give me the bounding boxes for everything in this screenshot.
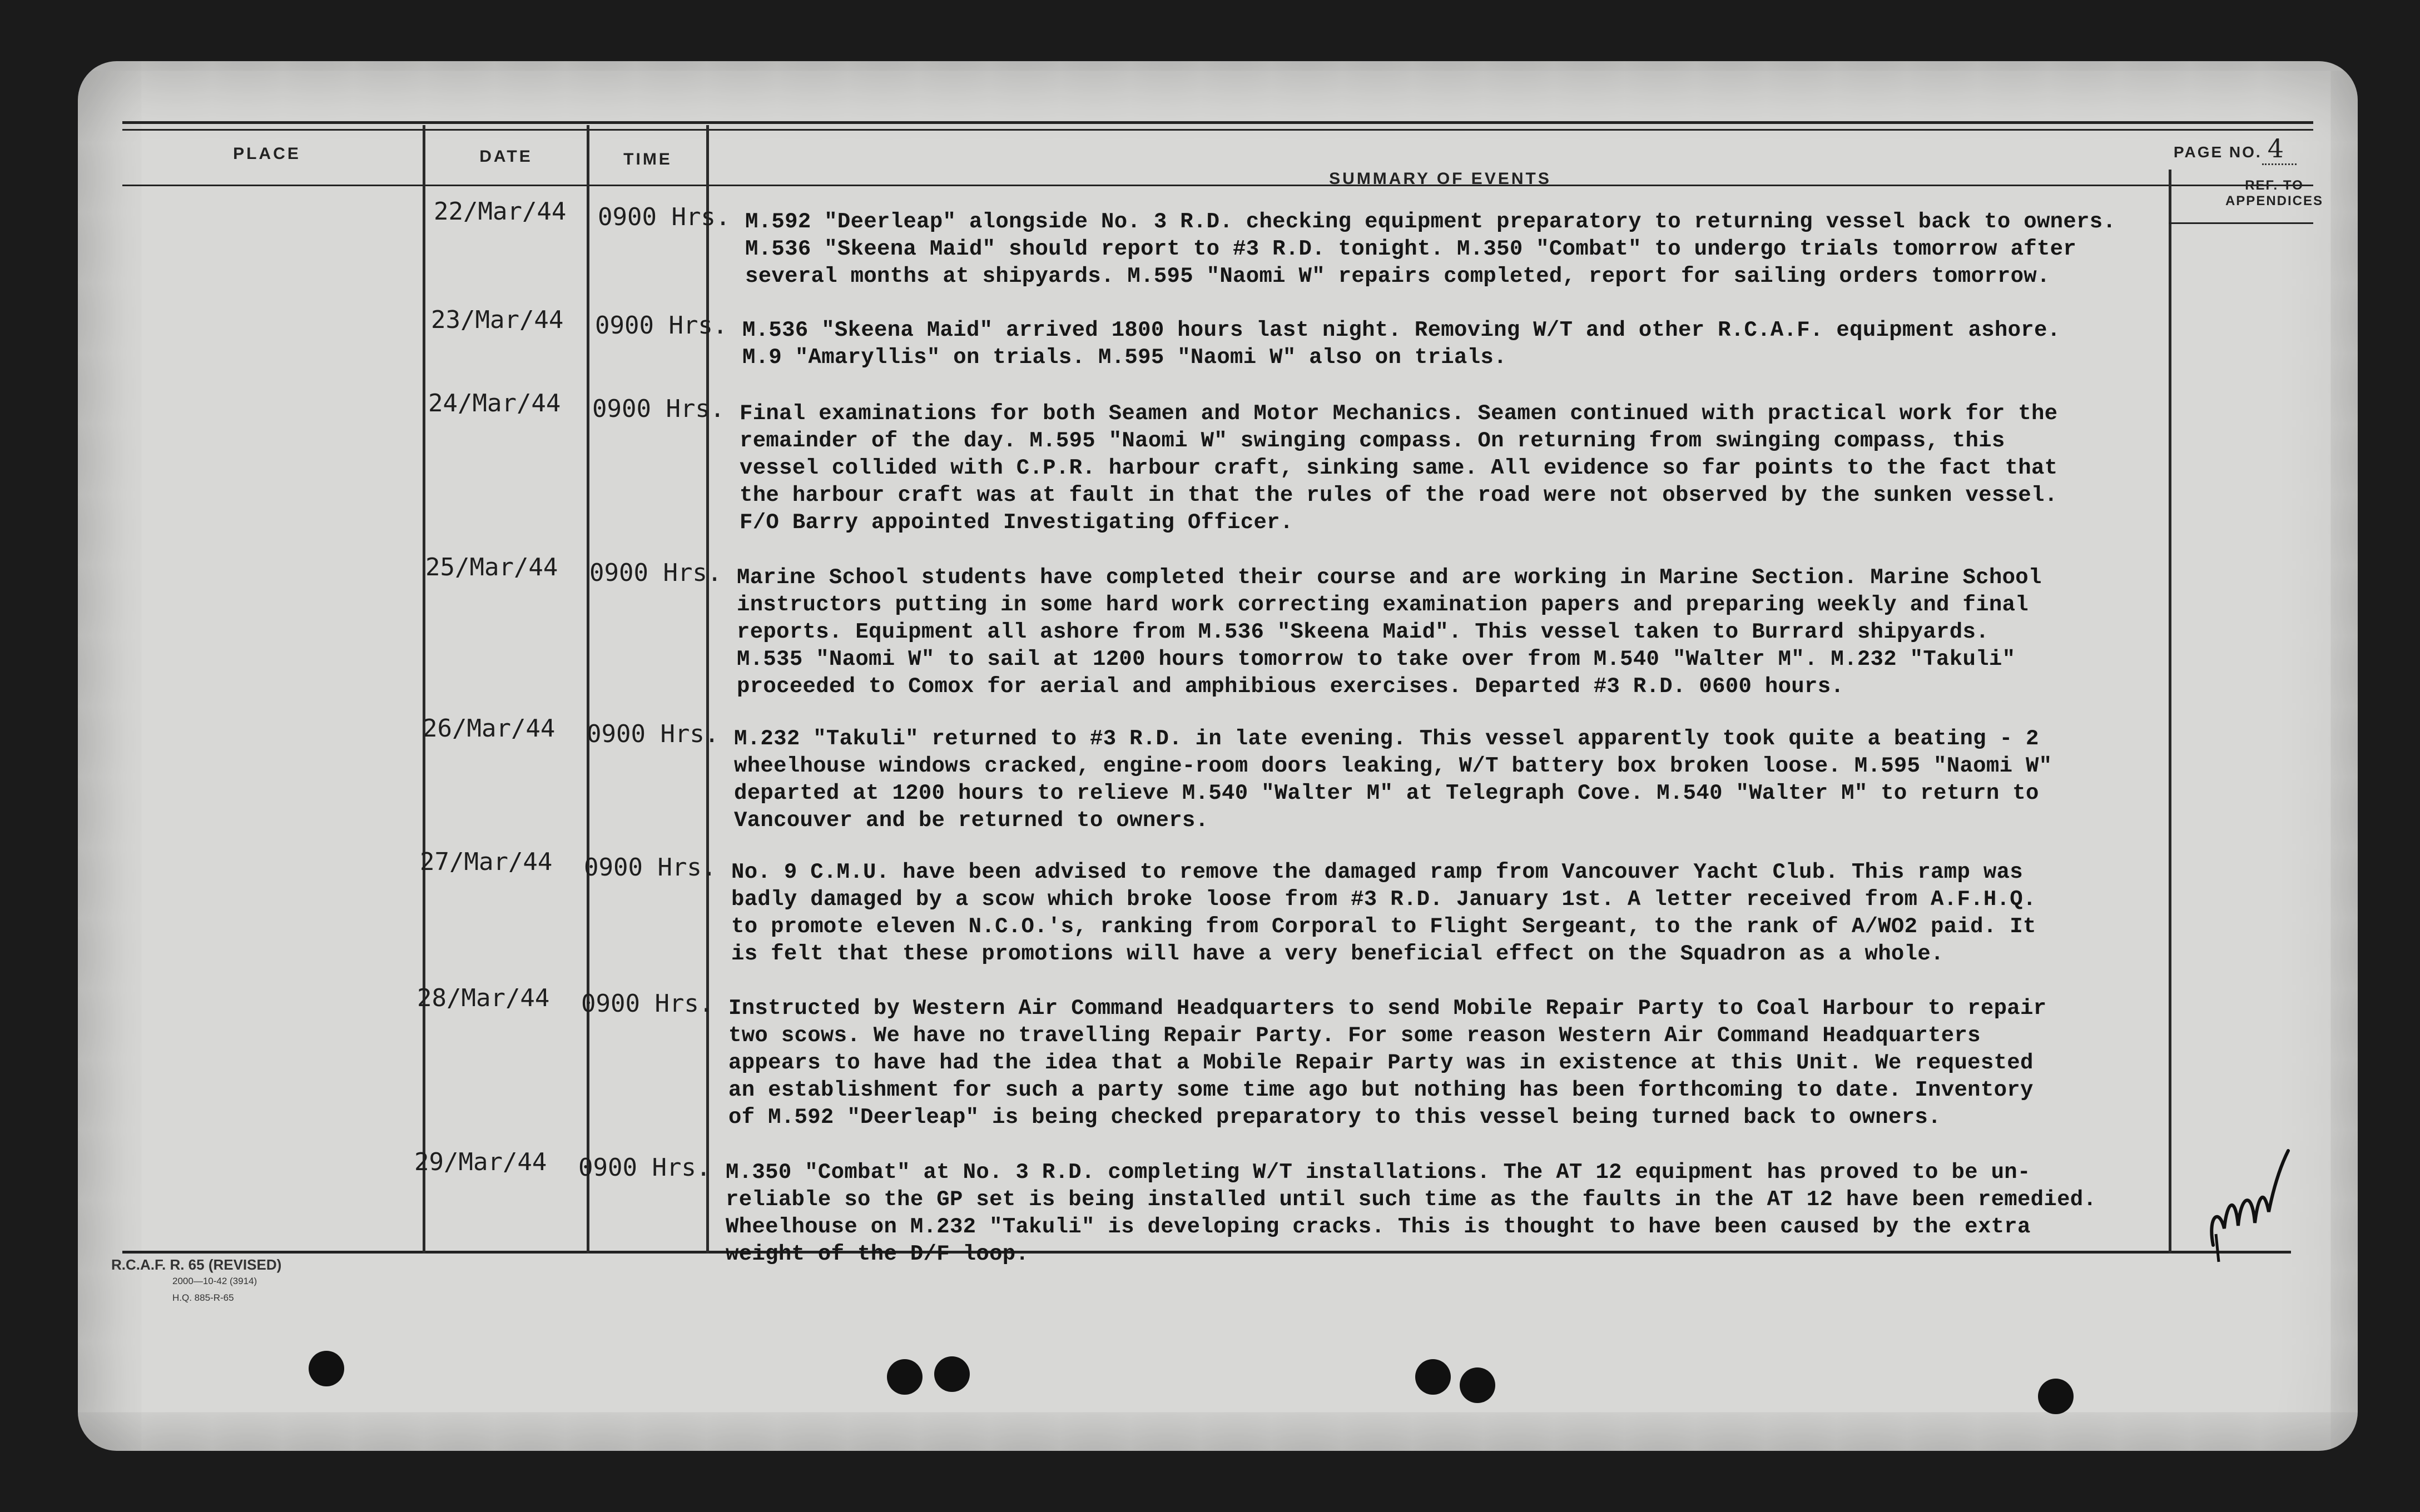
top-rule-2 [122, 129, 2313, 131]
entry-summary: Instructed by Western Air Command Headquarters to send Mobile Repair Party to Coal Harbour to repair two scows. We have no travelling Repair Party. For some reason Western Air Command Headquarters appears to have had the idea that a Mobile Repair Party was in existence at this Unit. We requested an establishment for such a party some time ago but nothing has been forthcoming to date. Inventory of M.592 "Deerleap" is being checked preparatory to this vessel being turned back to owners. [728, 996, 2047, 1130]
page-number-value: 4 [2262, 133, 2297, 165]
entry-time: 0900 Hrs. [598, 203, 731, 231]
entry-date: 25/Mar/44 [425, 553, 558, 581]
punch-hole [309, 1351, 344, 1386]
diary-form-card [78, 61, 2358, 1451]
top-rule [122, 121, 2313, 124]
summary-header: SUMMARY OF EVENTS [1329, 170, 1551, 188]
ref-header-rule [2169, 222, 2313, 224]
entry-date: 28/Mar/44 [417, 984, 550, 1012]
place-date-divider [423, 125, 425, 1254]
entry-date: 29/Mar/44 [414, 1148, 547, 1176]
entry-time: 0900 Hrs. [581, 989, 714, 1018]
time-summary-divider [706, 125, 709, 1254]
handwritten-initials [2202, 1134, 2297, 1267]
entry-time: 0900 Hrs. [584, 853, 717, 882]
punch-hole [887, 1359, 923, 1395]
ref-appendices-header: REF. TO APPENDICES [2225, 178, 2324, 208]
punch-hole [2038, 1379, 2074, 1414]
form-code-line-1: 2000—10-42 (3914) [172, 1276, 257, 1286]
date-time-divider [587, 125, 589, 1254]
entry-summary: Final examinations for both Seamen and Motor Mechanics. Seamen continued with practical work for the remainder of the day. M.595 "Naomi W" swinging compass. On returning from swinging compass, this vessel collided with C.P.R. harbour craft, sinking same. All evidence so far points to the fact that the harbour craft was at fault in that the rules of the road were not observed by the sunken vessel. F/O Barry appointed Investigating Officer. [740, 401, 2058, 535]
entry-summary: Marine School students have completed their course and are working in Marine Section. Marine School instructors putting in some hard work correcting examination papers and preparing weekly and final reports. Equipment all ashore from M.536 "Skeena Maid". This vessel taken to Burrard shipyards. M.535 "Naomi W" to sail at 1200 hours tomorrow to take over from M.540 "Walter M". M.232 "Takuli" proceeded to Comox for aerial and amphibious exercises. Departed #3 R.D. 0600 hours. [737, 565, 2042, 699]
punch-hole [934, 1356, 970, 1392]
page-number [2174, 133, 2297, 163]
entry-summary: No. 9 C.M.U. have been advised to remove the damaged ramp from Vancouver Yacht Club. This ramp was badly damaged by a scow which broke loose from #3 R.D. January 1st. A letter received from A.F.H.Q. to promote eleven N.C.O.'s, ranking from Corporal to Flight Sergeant, to the rank of A/WO2 paid. It is felt that these promotions will have a very beneficial effect on the Squadron as a whole. [731, 860, 2036, 966]
entry-date: 26/Mar/44 [423, 714, 556, 743]
time-header: TIME [623, 150, 672, 168]
entry-date: 23/Mar/44 [431, 306, 564, 334]
punch-hole [1415, 1359, 1451, 1395]
entry-time: 0900 Hrs. [587, 720, 720, 748]
form-code [111, 1256, 281, 1306]
place-header: PLACE [233, 145, 301, 163]
entry-date: 22/Mar/44 [434, 197, 567, 226]
entry-time: 0900 Hrs. [595, 311, 728, 340]
punch-hole [1460, 1367, 1495, 1403]
entry-date: 24/Mar/44 [428, 389, 561, 417]
entry-time: 0900 Hrs. [592, 395, 725, 423]
date-header: DATE [479, 147, 533, 166]
entry-time: 0900 Hrs. [589, 559, 722, 587]
entry-summary: M.592 "Deerleap" alongside No. 3 R.D. checking equipment preparatory to returning vessel back to owners. M.536 "Skeena Maid" should report to #3 R.D. tonight. M.350 "Combat" to undergo trials tomorrow after several months at shipyards. M.595 "Naomi W" repairs completed, report for sailing orders tomorrow. [745, 210, 2116, 289]
entry-summary: M.232 "Takuli" returned to #3 R.D. in late evening. This vessel apparently took quite a beating - 2 wheelhouse windows cracked, engine-room doors leaking, W/T battery box broken loose. M.595 "Naomi W" departed at 1200 hours to relieve M.540 "Walter M" at Telegraph Cove. M.540 "Walter M" to return to Vancouver and be returned to owners. [734, 727, 2052, 833]
entry-summary: M.536 "Skeena Maid" arrived 1800 hours last night. Removing W/T and other R.C.A.F. equipment ashore. M.9 "Amaryllis" on trials. M.595 "Naomi W" also on trials. [742, 318, 2061, 370]
form-code-title: R.C.A.F. R. 65 (REVISED) [111, 1256, 282, 1273]
form-code-line-2: H.Q. 885-R-65 [172, 1292, 234, 1303]
entry-time: 0900 Hrs. [578, 1153, 711, 1182]
entry-date: 27/Mar/44 [420, 848, 553, 876]
entry-summary: M.350 "Combat" at No. 3 R.D. completing W/T installations. The AT 12 equipment has proved to be un- reliable so the GP set is being installed until such time as the faults in the AT 12 have been remedied. Wheelhouse on M.232 "Takuli" is developing cracks. This is thought to have been caused by the extra weight of the D/F loop. [726, 1160, 2097, 1266]
summary-ref-divider [2169, 170, 2171, 1254]
page-number-label: PAGE NO. [2173, 143, 2262, 161]
